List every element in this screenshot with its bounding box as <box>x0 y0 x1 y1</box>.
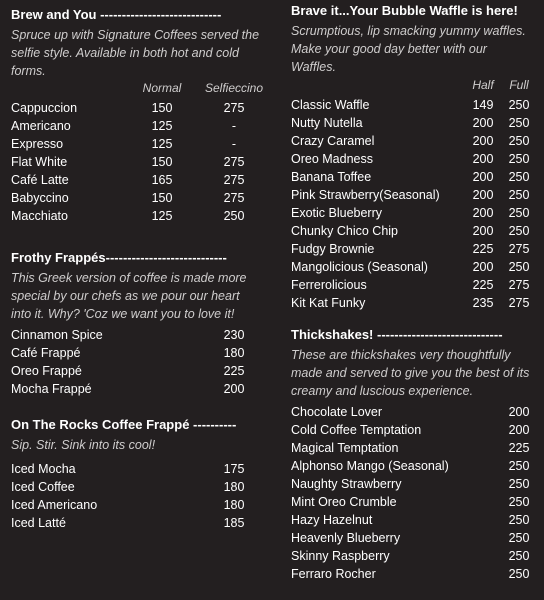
item-price: 180 <box>223 498 245 512</box>
item-name: Cold Coffee Temptation <box>291 423 422 437</box>
item-name: Mocha Frappé <box>11 382 92 396</box>
item-price-full: 250 <box>508 116 530 130</box>
menu-item <box>11 171 263 189</box>
item-price-selfieccino: 275 <box>223 173 245 187</box>
item-name: Iced Latté <box>11 516 66 530</box>
menu-item <box>291 439 534 457</box>
item-price-full: 250 <box>508 188 530 202</box>
item-price-selfieccino: - <box>231 137 237 151</box>
item-price-half: 200 <box>472 152 494 166</box>
menu-item <box>291 294 534 312</box>
menu-item <box>291 565 534 583</box>
item-price: 200 <box>508 423 530 437</box>
item-name: Exotic Blueberry <box>291 206 383 220</box>
menu-item <box>291 511 534 529</box>
item-list <box>11 99 263 225</box>
item-price-full: 250 <box>508 260 530 274</box>
menu-item <box>291 258 534 276</box>
menu-item <box>11 380 263 398</box>
menu-item <box>291 204 534 222</box>
menu-item <box>291 150 534 168</box>
item-name: Nutty Nutella <box>291 116 363 130</box>
item-price-full: 275 <box>508 242 530 256</box>
item-name: Café Latte <box>11 173 69 187</box>
item-price-full: 250 <box>508 152 530 166</box>
menu-item <box>291 96 534 114</box>
item-name: Classic Waffle <box>291 98 370 112</box>
item-name: Cinnamon Spice <box>11 328 103 342</box>
item-price-half: 200 <box>472 170 494 184</box>
item-price-half: 200 <box>472 188 494 202</box>
item-price: 180 <box>223 480 245 494</box>
section-title: Brew and You ---------------------------- <box>11 7 222 22</box>
item-name: Pink Strawberry(Seasonal) <box>291 188 440 202</box>
item-price-normal: 165 <box>151 173 173 187</box>
item-list <box>291 403 534 583</box>
menu-item <box>291 222 534 240</box>
section-on-the-rocks <box>11 416 263 532</box>
item-price-full: 250 <box>508 98 530 112</box>
item-price-half: 200 <box>472 260 494 274</box>
item-price: 225 <box>223 364 245 378</box>
item-name: Iced Americano <box>11 498 98 512</box>
item-name: Skinny Raspberry <box>291 549 390 563</box>
item-price-half: 200 <box>472 134 494 148</box>
item-name: Café Frappé <box>11 346 81 360</box>
item-price: 200 <box>508 405 530 419</box>
section-title: Frothy Frappés---------------------------- <box>11 250 227 265</box>
column-headers <box>291 78 534 96</box>
menu-item <box>291 276 534 294</box>
item-price: 230 <box>223 328 245 342</box>
item-name: Cappuccion <box>11 101 78 115</box>
section-description: This Greek version of coffee is made more special by our chefs as we pour our heart into it. Why? 'Coz we want you to love it! <box>11 271 247 321</box>
menu-item <box>291 132 534 150</box>
menu-item <box>11 326 263 344</box>
section-thickshakes <box>291 326 534 583</box>
item-price-selfieccino: 275 <box>223 191 245 205</box>
menu-item <box>291 186 534 204</box>
item-name: Iced Mocha <box>11 462 76 476</box>
menu-item <box>291 421 534 439</box>
section-description: Sip. Stir. Sink into its cool! <box>11 438 156 452</box>
item-name: Banana Toffee <box>291 170 372 184</box>
item-price-normal: 125 <box>151 119 173 133</box>
menu-item <box>11 496 263 514</box>
item-name: Expresso <box>11 137 64 151</box>
item-price: 175 <box>223 462 245 476</box>
menu-item <box>11 99 263 117</box>
item-price: 225 <box>508 441 530 455</box>
item-price-normal: 150 <box>151 191 173 205</box>
item-price-selfieccino: 275 <box>223 155 245 169</box>
section-title: Thickshakes! ----------------------------- <box>291 327 503 342</box>
item-name: Flat White <box>11 155 68 169</box>
item-list <box>11 460 263 532</box>
item-price: 250 <box>508 549 530 563</box>
section-description: These are thickshakes very thoughtfully made and served to give you the best of its creamy and luscious experience. <box>291 348 530 398</box>
item-name: Alphonso Mango (Seasonal) <box>291 459 449 473</box>
item-name: Mint Oreo Crumble <box>291 495 397 509</box>
item-price-normal: 150 <box>151 101 173 115</box>
section-description: Scrumptious, lip smacking yummy waffles. Make your good day better with our Waffles. <box>291 24 526 74</box>
item-list <box>291 96 534 312</box>
menu-item <box>291 403 534 421</box>
menu-item <box>291 457 534 475</box>
item-name: Mangolicious (Seasonal) <box>291 260 428 274</box>
section-title: On The Rocks Coffee Frappé ---------- <box>11 417 237 432</box>
item-price-full: 275 <box>508 296 530 310</box>
menu-item <box>291 114 534 132</box>
item-name: Magical Temptation <box>291 441 399 455</box>
item-price: 250 <box>508 531 530 545</box>
item-price: 250 <box>508 513 530 527</box>
menu-item <box>11 344 263 362</box>
menu-item <box>11 478 263 496</box>
item-price: 250 <box>508 477 530 491</box>
item-name: Ferraro Rocher <box>291 567 376 581</box>
item-price: 180 <box>223 346 245 360</box>
item-price-normal: 125 <box>151 209 173 223</box>
item-name: Chunky Chico Chip <box>291 224 398 238</box>
item-price-full: 250 <box>508 134 530 148</box>
item-price-selfieccino: 275 <box>223 101 245 115</box>
item-price-selfieccino: 250 <box>223 209 245 223</box>
column-headers <box>11 81 263 99</box>
menu-item <box>291 168 534 186</box>
item-name: Chocolate Lover <box>291 405 383 419</box>
item-price-full: 250 <box>508 206 530 220</box>
header-selfieccino: Selfieccino <box>204 81 264 95</box>
item-price-normal: 150 <box>151 155 173 169</box>
item-price-normal: 125 <box>151 137 173 151</box>
section-waffles <box>291 2 534 312</box>
item-price-half: 225 <box>472 242 494 256</box>
header-full: Full <box>509 78 529 92</box>
item-name: Oreo Frappé <box>11 364 82 378</box>
header-half: Half <box>472 78 494 92</box>
item-price-full: 275 <box>508 278 530 292</box>
item-name: Babyccino <box>11 191 69 205</box>
menu-item <box>11 207 263 225</box>
item-price: 250 <box>508 459 530 473</box>
item-name: Iced Coffee <box>11 480 75 494</box>
item-name: Ferrerolicious <box>291 278 367 292</box>
item-price: 185 <box>223 516 245 530</box>
item-name: Americano <box>11 119 71 133</box>
item-price-half: 200 <box>472 224 494 238</box>
item-price: 250 <box>508 495 530 509</box>
section-brew <box>11 6 263 225</box>
menu-item <box>11 153 263 171</box>
item-price-half: 235 <box>472 296 494 310</box>
section-title: Brave it...Your Bubble Waffle is here! <box>291 3 518 18</box>
menu-item <box>291 529 534 547</box>
item-name: Macchiato <box>11 209 68 223</box>
menu-item <box>11 362 263 380</box>
item-price-half: 200 <box>472 206 494 220</box>
menu-item <box>291 475 534 493</box>
menu-item <box>11 135 263 153</box>
item-name: Fudgy Brownie <box>291 242 375 256</box>
item-name: Heavenly Blueberry <box>291 531 401 545</box>
item-price-full: 250 <box>508 224 530 238</box>
menu-item <box>291 493 534 511</box>
item-price-selfieccino: - <box>231 119 237 133</box>
item-price-full: 250 <box>508 170 530 184</box>
item-price: 250 <box>508 567 530 581</box>
item-price-half: 200 <box>472 116 494 130</box>
item-price-half: 149 <box>472 98 494 112</box>
item-name: Kit Kat Funky <box>291 296 366 310</box>
item-price: 200 <box>223 382 245 396</box>
menu-item <box>11 189 263 207</box>
menu-item <box>11 117 263 135</box>
item-name: Crazy Caramel <box>291 134 375 148</box>
section-description: Spruce up with Signature Coffees served the selfie style. Available in both hot and cold forms. <box>11 28 260 78</box>
section-frappes <box>11 249 263 398</box>
menu-item <box>291 547 534 565</box>
item-list <box>11 326 263 398</box>
item-name: Naughty Strawberry <box>291 477 402 491</box>
header-normal: Normal <box>142 81 182 95</box>
menu-item <box>11 514 263 532</box>
item-name: Hazy Hazelnut <box>291 513 373 527</box>
item-name: Oreo Madness <box>291 152 373 166</box>
menu-item <box>291 240 534 258</box>
item-price-half: 225 <box>472 278 494 292</box>
menu-item <box>11 460 263 478</box>
